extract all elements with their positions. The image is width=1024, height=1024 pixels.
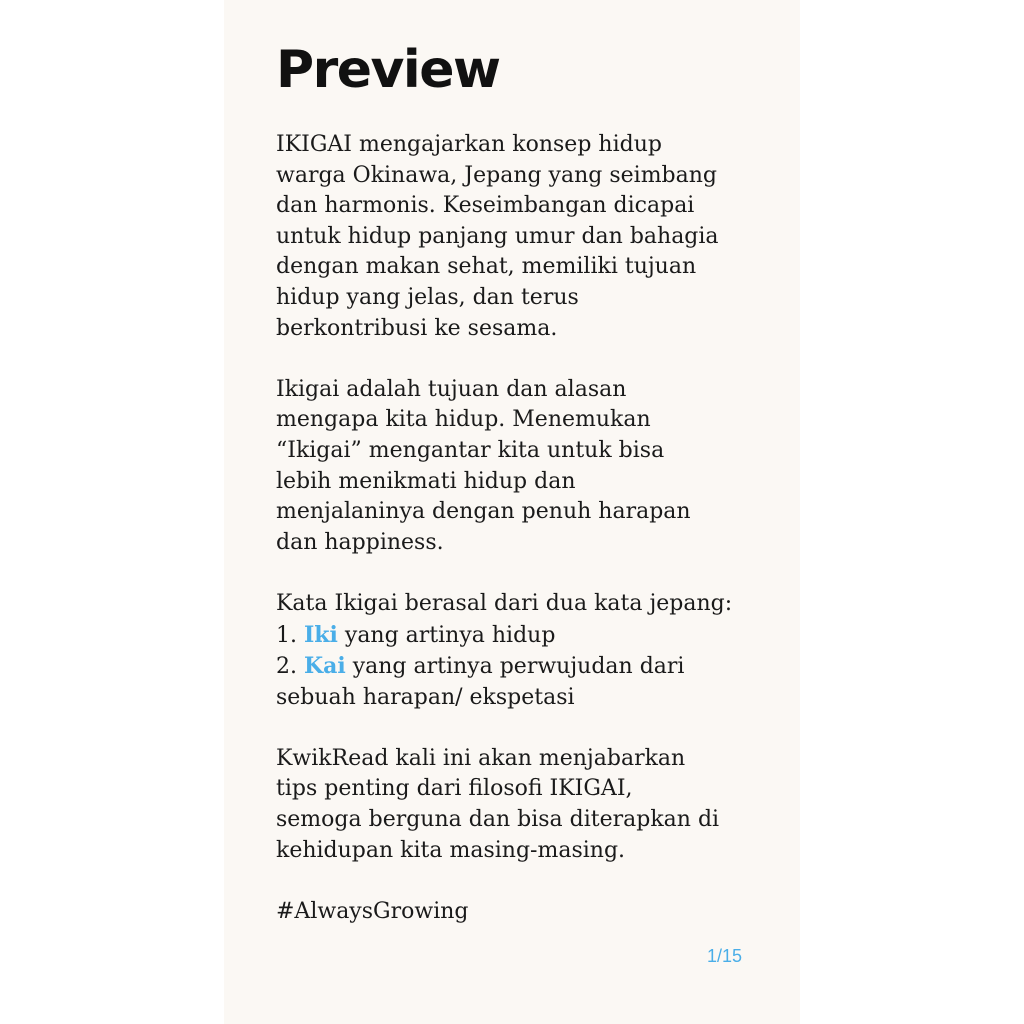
paragraph-intro — [276, 130, 776, 344]
item-meaning: yang artinya hidup — [337, 622, 556, 648]
text-line: “Ikigai” mengantar kita untuk bisa — [276, 437, 665, 463]
item-number: 2. — [276, 654, 304, 680]
text-line: dengan makan sehat, memiliki tujuan — [276, 254, 697, 280]
etymology-intro: Kata Ikigai berasal dari dua kata jepang: — [276, 590, 733, 616]
etymology-item-kai — [276, 651, 776, 683]
text-line: untuk hidup panjang umur dan bahagia — [276, 223, 719, 249]
hashtag: #AlwaysGrowing — [276, 898, 469, 924]
text-line: mengapa kita hidup. Menemukan — [276, 407, 651, 433]
text-line: IKIGAI mengajarkan konsep hidup — [276, 132, 662, 157]
etymology-item-kai-continuation: sebuah harapan/ ekspetasi — [276, 684, 575, 710]
hashtag-paragraph — [276, 897, 776, 928]
paragraph-definition — [276, 375, 776, 559]
term-iki: Iki — [303, 621, 338, 648]
item-meaning: yang artinya perwujudan dari — [345, 654, 685, 680]
text-line: warga Okinawa, Jepang yang seimbang — [276, 162, 718, 188]
text-line: dan happiness. — [276, 529, 444, 555]
text-line: kehidupan kita masing-masing. — [276, 837, 626, 863]
term-kai: Kai — [303, 653, 346, 680]
etymology-item-iki — [276, 620, 776, 652]
text-line: Ikigai adalah tujuan dan alasan — [276, 376, 627, 402]
page-title: Preview — [276, 40, 500, 100]
text-line: tips penting dari filosofi IKIGAI, — [276, 776, 633, 802]
page-indicator: 1/15 — [706, 946, 742, 966]
item-number: 1. — [276, 622, 304, 648]
paragraph-outro — [276, 744, 776, 866]
preview-body — [276, 130, 776, 958]
preview-page — [224, 0, 800, 1024]
text-line: berkontribusi ke sesama. — [276, 315, 558, 341]
text-line: lebih menikmati hidup dan — [276, 468, 576, 494]
paragraph-etymology — [276, 589, 776, 713]
text-line: dan harmonis. Keseimbangan dicapai — [276, 193, 695, 219]
text-line: KwikRead kali ini akan menjabarkan — [276, 745, 686, 771]
text-line: semoga berguna dan bisa diterapkan di — [276, 807, 720, 833]
text-line: menjalaninya dengan penuh harapan — [276, 499, 691, 525]
text-line: hidup yang jelas, dan terus — [276, 284, 579, 310]
